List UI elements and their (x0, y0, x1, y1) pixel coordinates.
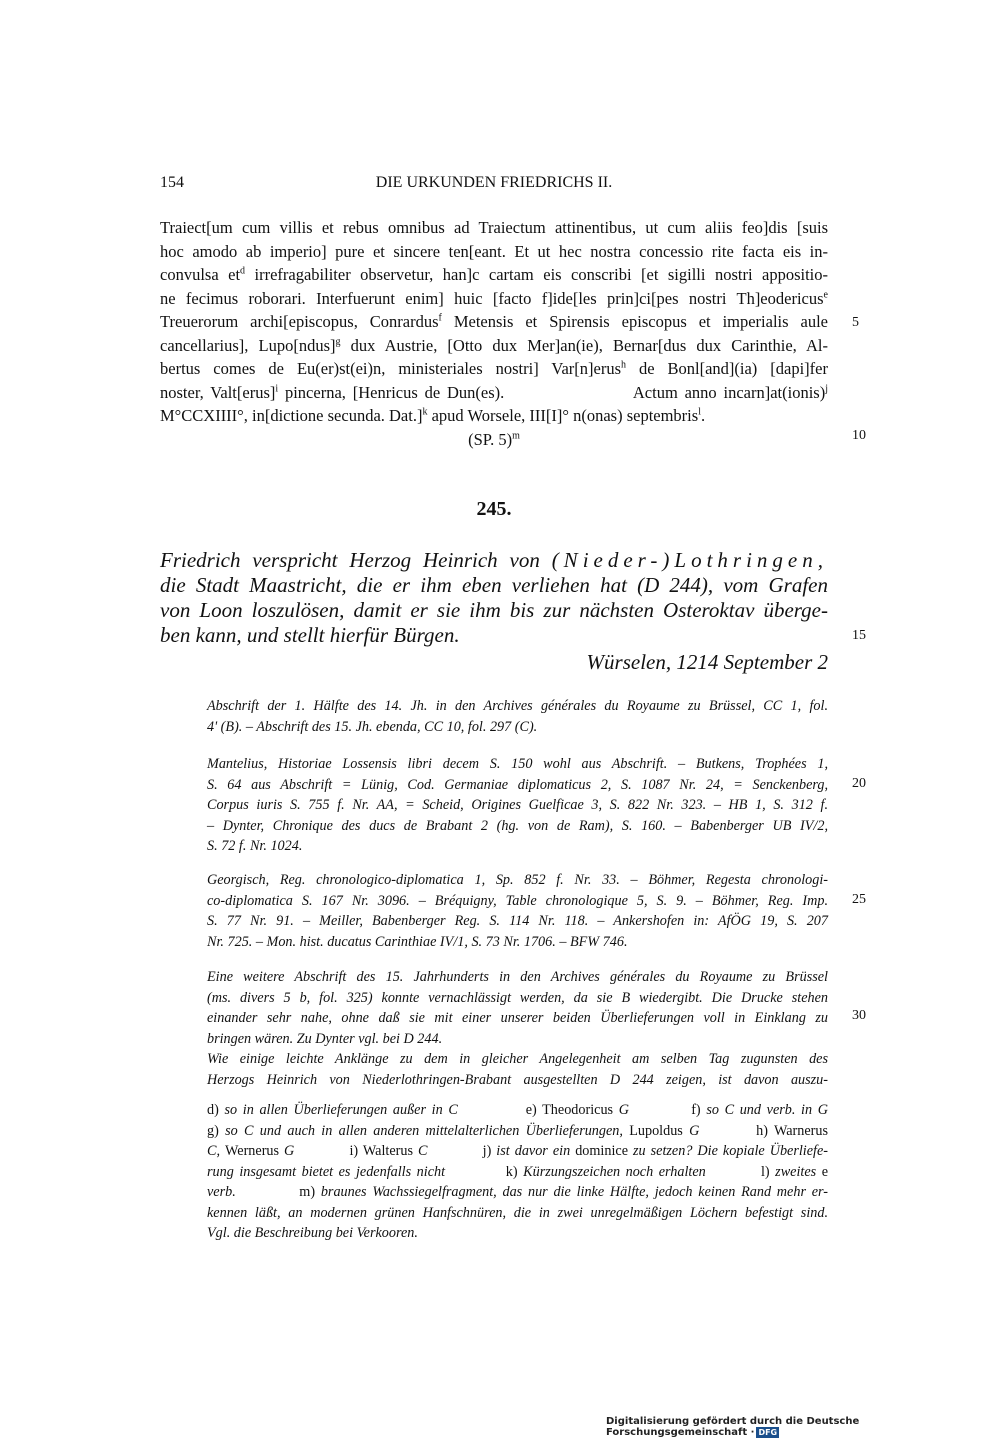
line-number: 5 (852, 315, 859, 330)
charter-text: Traiect[um cum villis et rebus omnibus ad Traiectum attinentibus, ut cum aliis feo]dis [suis hoc amodo ab imperio] pure et sincere ten[eant. Et ut hec nostra concessio rite facta eis in- convulsa $et^d$ irrefragabiliter observetur, han]c cartam eis conscribi [et sigilli nostri appositio- ne fecimus roborari. Interfuerunt enim] huic [facto f]ide[les prin]ci[pes nostri Th]eodericus$^e$ Treuerorum archi[episcopus, Conrardus$^f$ Metensis et Spirensis episcopus et imperialis aule cancellarius], Lupo[ndus]$^g$ dux Austrie, [Otto dux Mer]an(ie), Bernar[dus dux Carinthie, Al- bertus comes de Eu(er)st(ei)n, ministeriales nostri] Var[n]erus$^h$ de Bonl[and](ia) [dapi]fer noster, Valt[erus]$^i$ pincerna, [Henricus de Dun(es). Actum anno incarn]at(ionis)$^j$ M°CCXIIII°, in[dictione secunda. Dat.]$^k$ apud Worsele, III[I]° n(onas) septembris$^l$. (SP. 5)$^m$ (160, 218, 829, 449)
regest-text: Friedrich verspricht Herzog Heinrich von (160, 548, 552, 572)
line-number: 30 (852, 1008, 866, 1023)
tradition-note: Abschrift der 1. Hälfte des 14. Jh. in den Archives générales du Royaume zu Brüssel, CC 1, fol. 4' (B). – Abschrift des 15. Jh. ebenda, CC 10, fol. 297 (C). (207, 698, 828, 735)
dateline: Würselen, 1214 September 2 (586, 650, 828, 674)
line-number: 20 (852, 776, 866, 791)
dfg-logo: DFG (758, 1428, 778, 1437)
line-number: 10 (852, 428, 866, 443)
regest-line: ben kann, und stellt hierfür Bürgen. (160, 623, 460, 647)
apparatus-notes: d) so in allen Überlieferungen außer in C e) Theodoricus G f) so C und verb. in G g) so C und auch in allen anderen mittelalterlichen Überlieferungen, Lupoldus G h) Warnerus C, Wernerus G i) Walterus C j) ist davor ein dominice zu setzen? Die kopiale Überliefe- rung insgesamt bietet es jedenfalls nicht k) Kürzungszeichen noch erhalten l) zweites e verb. m) braunes Wachssiegelfragment, das nur die linke Hälfte, jedoch keinen Rand mehr er- kennen läßt, an modernen grünen Hanfschnüren, die in zwei unregelmäßigen Löchern befestigt sind. Vgl. die Beschreibung bei Verkooren. (207, 1102, 828, 1241)
footer-text: Digitalisierung gefördert durch die Deutsche Forschungsgemeinschaft · (606, 1416, 860, 1438)
editions-note: Mantelius, Historiae Lossensis libri decem S. 150 wohl aus Abschrift. – Butkens, Trophées 1, S. 64 aus Abschrift = Lünig, Cod. Germaniae diplomaticus 2, S. 1087 Nr. 24, = Senckenberg, Corpus iuris S. 755 f. Nr. AA, = Scheid, Origines Guelficae 3, S. 822 Nr. 323. – HB 1, S. 312 f. – Dynter, Chronique des ducs de Brabant 2 (hg. von de Ram), S. 160. – Babenberger UB IV/2, S. 72 f. Nr. 1024. (207, 756, 828, 854)
page-number: 154 (160, 174, 184, 191)
regest-line: die Stadt Maastricht, die er ihm eben verliehen hat (D 244), vom Grafen (160, 573, 828, 597)
regest (160, 548, 828, 648)
commentary-note: Eine weitere Abschrift des 15. Jahrhunderts in den Archives générales du Royaume zu Brüssel (ms. divers 5 b, fol. 325) konnte vernachlässigt werden, da sie B wiedergibt. Die Drucke stehen einander sehr nahe, ohne daß sie mit einer unserer beiden Überlieferungen voll in Einklang zu bringen wären. Zu Dynter vgl. bei D 244. Wie einige leichte Anklänge zu dem in gleicher Angelegenheit am selben Tag zugunsten des Herzogs Heinrich von Niederlothringen-Brabant ausgestellten D 244 zeigen, ist davon auszu- (207, 969, 828, 1088)
line-number: 15 (852, 628, 866, 643)
document-number: 245. (476, 498, 512, 520)
line-number: 25 (852, 892, 866, 907)
regest-spaced-name: (Nieder-)Lothringen, (551, 548, 828, 572)
regesta-note: Georgisch, Reg. chronologico-diplomatica 1, Sp. 852 f. Nr. 33. – Böhmer, Regesta chronologi- co-diplomatica S. 167 Nr. 3096. – Bréquigny, Table chronologique 5, S. 9. – Böhmer, Reg. Imp. S. 77 Nr. 91. – Meiller, Babenberger Reg. S. 114 Nr. 118. – Ankershofen in: AfÖG 19, S. 207 Nr. 725. – Mon. hist. ducatus Carinthiae IV/1, S. 73 Nr. 1706. – BFW 746. (207, 872, 828, 950)
regest-line: von Loon loszulösen, damit er sie ihm bis zur nächsten Osteroktav überge- (160, 598, 828, 622)
running-title: DIE URKUNDEN FRIEDRICHS II. (375, 174, 613, 191)
